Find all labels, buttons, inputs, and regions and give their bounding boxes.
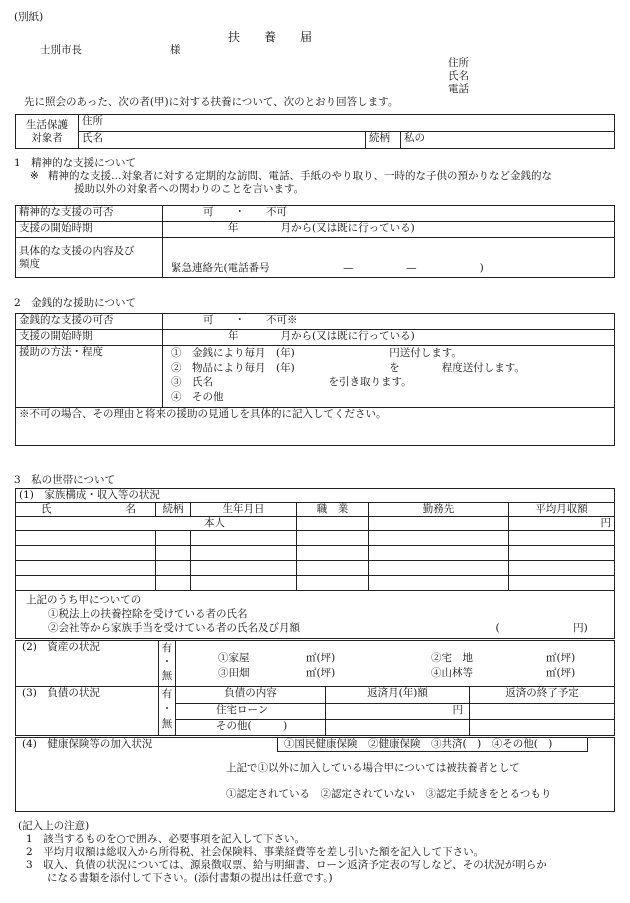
assets-yesno: 有 ・ 無 (159, 641, 176, 687)
recipient-address: 住所 (79, 115, 615, 132)
document-title: 扶 養 届 (228, 30, 319, 44)
asset-land: ②宅 地 (431, 652, 473, 664)
dependents-block (16, 590, 615, 638)
notes-heading: (記入上の注意) (18, 820, 90, 832)
debt-col-end: 返済の終了予定 (470, 687, 615, 704)
col-birth: 生年月日 (191, 502, 297, 516)
section2-heading: 2 金銭的な援助について (14, 297, 136, 309)
note-item: 3 収入、負債の状況については、源泉徴収票、給与明細書、ローン返済予定表の写しなど、その状況が明らか (26, 859, 547, 871)
col-work: 勤務先 (369, 502, 509, 516)
debt-col-content: 負債の内容 (176, 687, 326, 704)
section1-heading: 1 精神的な支援について (14, 157, 136, 169)
s1-row2-value: 年 月から(又は既に行っている) (163, 222, 615, 238)
col-relation: 続柄 (156, 502, 191, 516)
asset-unit: ㎡(坪) (306, 652, 336, 664)
insurance-options: ①国民健康保険 ②健康保険 ③共済( ) ④その他( ) (278, 738, 588, 752)
asset-unit: ㎡(坪) (546, 667, 576, 679)
self-label: 本人 (16, 516, 297, 530)
insurance-table (15, 737, 615, 812)
asset-field: ③田畑 (218, 667, 250, 679)
s1-row3-value: 緊急連絡先(電話番号 — — ) (163, 238, 615, 278)
section1-note-line1: 精神的な支援…対象者に対する定期的な訪問、電話、手紙のやり取り、一時的な子供の預かりなど金銭的な (48, 170, 552, 182)
addressee: 士別市長 (40, 44, 82, 56)
dependents-amount: ( 円) (495, 621, 588, 634)
debt-table (15, 686, 615, 736)
address-label: 住所 (448, 57, 469, 69)
debt-row1-yen: 円 (326, 704, 470, 720)
s2-method-label: 援助の方法・程度 (16, 346, 163, 408)
s2-row1-label: 金銭的な支援の可否 (16, 314, 163, 330)
family-table (15, 488, 615, 639)
section1-note-mark: ※ (30, 170, 39, 182)
attachment-label: (別紙) (14, 11, 44, 23)
recipient-label: 生活保護 対象者 (16, 115, 79, 149)
table-row (16, 530, 615, 545)
dependents-line1: 上記のうち甲についての (26, 593, 142, 606)
insurance-detail (16, 752, 615, 812)
asset-unit: ㎡(坪) (306, 667, 336, 679)
section1-table (15, 205, 615, 278)
debt-row1: 住宅ローン (176, 704, 326, 720)
col-name: 氏 名 (16, 502, 156, 516)
self-income-yen: 円 (509, 516, 615, 530)
assets-label: (2) 資産の状況 (16, 641, 159, 687)
insurance-line3: ①認定されている ②認定されていない ③認定手続きをとるつもり (226, 788, 552, 800)
name-label: 氏名 (448, 70, 469, 82)
insurance-label: (4) 健康保険等の加入状況 (16, 738, 278, 752)
s2-row2-label: 支援の開始時期 (16, 330, 163, 346)
s1-row1-label: 精神的な支援の可否 (16, 206, 163, 222)
recipient-name: 氏名 (79, 132, 366, 149)
note-item: 1 該当するものを○で囲み、必要事項を記入して下さい。 (26, 833, 305, 845)
col-job: 職 業 (297, 502, 369, 516)
recipient-relation-label: 続柄 (366, 132, 401, 149)
s1-row1-value: 可 ・ 不可 (163, 206, 615, 222)
debt-col-amount: 返済月(年)額 (326, 687, 470, 704)
debt-yesno: 有 ・ 無 (159, 687, 176, 736)
method-item: ② 物品により毎月 (年) を 程度送付します。 (171, 361, 525, 374)
intro-text: 先に照会のあった、次の者(甲)に対する扶養について、次のとおり回答します。 (24, 96, 399, 108)
s2-row2-value: 年 月から(又は既に行っている) (163, 330, 615, 346)
section2-table (15, 313, 615, 446)
method-item: ④ その他 (171, 390, 224, 403)
note-item: になる書類を添付して下さい。(添付書類の提出は任意です。) (26, 872, 333, 884)
table-row (16, 545, 615, 560)
debt-row2: その他( ) (176, 720, 326, 736)
section1-note-line2: 援助以外の対象者への関わりのことを言います。 (74, 183, 305, 195)
assets-detail (176, 641, 615, 687)
section3-heading: 3 私の世帯について (14, 474, 115, 486)
table-row (16, 560, 615, 575)
table-row (16, 516, 615, 530)
s1-row3-label: 具体的な支援の内容及び 頻度 (16, 238, 163, 278)
dependents-line3: ②会社等から家族手当を受けている者の氏名及び月額 ( 円) (48, 621, 588, 634)
table-row (16, 575, 615, 590)
asset-forest: ④山林等 (431, 667, 473, 679)
col-income: 平均月収額 (509, 502, 615, 516)
recipient-relation-value: 私の (401, 132, 615, 149)
asset-unit: ㎡(坪) (546, 652, 576, 664)
s1-row2-label: 支援の開始時期 (16, 222, 163, 238)
s2-note: ※不可の場合、その理由と将来の援助の見通しを具体的に記入してください。 (16, 408, 615, 446)
dependents-line2: ①税法上の扶養控除を受けている者の氏名 (48, 607, 248, 620)
debt-label: (3) 負債の状況 (16, 687, 159, 736)
method-item: ① 金銭により毎月 (年) 円送付します。 (171, 347, 462, 359)
s2-row1-value: 可 ・ 不可※ (163, 314, 615, 330)
family-subheading: (1) 家族構成・収入等の状況 (16, 489, 615, 503)
recipient-table (15, 114, 615, 149)
s2-method-list (163, 346, 615, 408)
method-item: ③ 氏名 を引き取ります。 (171, 376, 412, 388)
assets-table (15, 640, 615, 687)
note-item: 2 平均月収額は総収入から所得税、社会保険料、事業経費等を差し引いた額を記入して下さい。 (26, 846, 485, 858)
honorific: 様 (170, 44, 181, 56)
phone-label: 電話 (448, 83, 469, 95)
insurance-line2: 上記で①以外に加入している場合甲については被扶養者として (226, 762, 520, 774)
asset-house: ①家屋 (218, 652, 250, 664)
